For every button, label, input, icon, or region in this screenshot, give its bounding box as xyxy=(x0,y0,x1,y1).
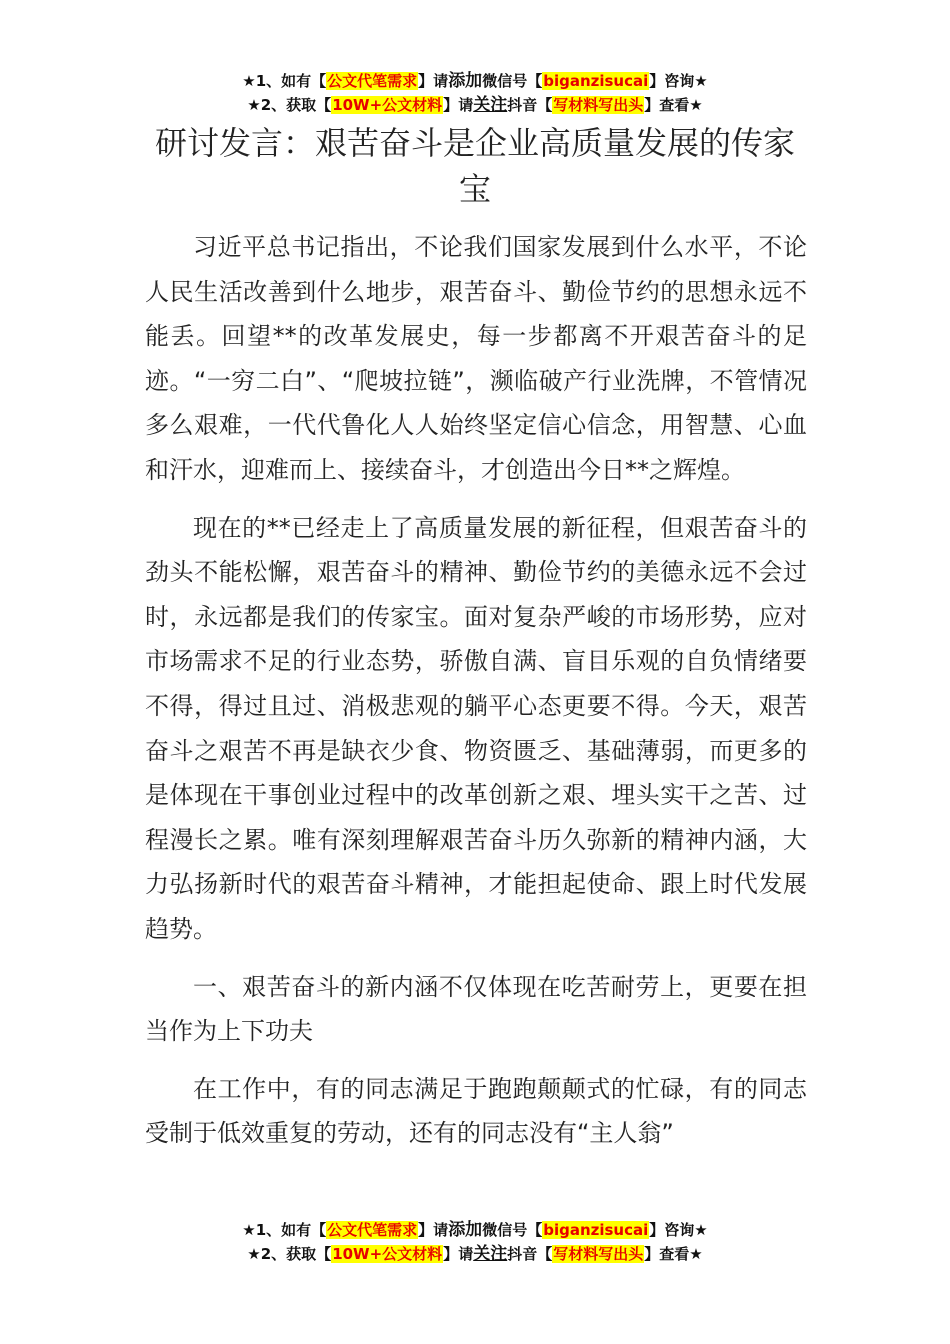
promo-text: ★1、如有【 xyxy=(242,1221,327,1239)
promo-text: 】咨询★ xyxy=(649,72,708,90)
promo-highlight: 10W+公文材料 xyxy=(332,1245,443,1263)
promo-emphasis: 关注 xyxy=(473,95,508,115)
promo-text: 】请 xyxy=(418,1221,449,1239)
promo-text: 】查看★ xyxy=(644,1245,703,1263)
promo-text: 】请 xyxy=(443,1245,474,1263)
promo-text: ★1、如有【 xyxy=(242,72,327,90)
promo-highlight: 写材料写出头 xyxy=(553,96,644,114)
promo-text: ★2、获取【 xyxy=(247,96,332,114)
promo-highlight: biganzisucai xyxy=(543,72,649,90)
promo-highlight: biganzisucai xyxy=(543,1221,649,1239)
promo-text: 抖音【 xyxy=(507,1245,553,1263)
promo-line-2 xyxy=(0,1242,950,1266)
document-body xyxy=(145,225,807,1169)
promo-emphasis: 添加 xyxy=(448,1220,483,1240)
document-title: 研讨发言：艰苦奋斗是企业高质量发展的传家宝 xyxy=(154,124,795,208)
paragraph-1: 习近平总书记指出，不论我们国家发展到什么水平，不论人民生活改善到什么地步，艰苦奋斗、勤俭节约的思想永远不能丢。回望**的改革发展史，每一步都离不开艰苦奋斗的足迹。“一穷二白”、“爬坡拉链”，濒临破产行业洗牌，不管情况多么艰难，一代代鲁化人人始终坚定信心信念，用智慧、心血和汗水，迎难而上、接续奋斗，才创造出今日**之辉煌。 xyxy=(145,233,807,484)
promo-emphasis: 添加 xyxy=(448,71,483,91)
paragraph-2: 现在的**已经走上了高质量发展的新征程，但艰苦奋斗的劲头不能松懈，艰苦奋斗的精神、勤俭节约的美德永远不会过时，永远都是我们的传家宝。面对复杂严峻的市场形势，应对市场需求不足的行业态势，骄傲自满、盲目乐观的自负情绪要不得，得过且过、消极悲观的躺平心态更要不得。今天，艰苦奋斗之艰苦不再是缺衣少食、物资匮乏、基础薄弱，而更多的是体现在干事创业过程中的改革创新之艰、埋头实干之苦、过程漫长之累。唯有深刻理解艰苦奋斗历久弥新的精神内涵，大力弘扬新时代的艰苦奋斗精神，才能担起使命、跟上时代发展趋势。 xyxy=(145,513,807,943)
promo-text: 】咨询★ xyxy=(649,1221,708,1239)
promo-text: 微信号【 xyxy=(482,72,543,90)
promo-banner-bottom xyxy=(0,1218,950,1266)
promo-highlight: 写材料写出头 xyxy=(553,1245,644,1263)
promo-banner-top xyxy=(0,69,950,117)
promo-line-1 xyxy=(0,1218,950,1242)
promo-text: 抖音【 xyxy=(507,96,553,114)
promo-emphasis: 关注 xyxy=(473,1244,508,1264)
promo-text: ★2、获取【 xyxy=(247,1245,332,1263)
promo-line-2 xyxy=(0,93,950,117)
promo-text: 微信号【 xyxy=(482,1221,543,1239)
promo-line-1 xyxy=(0,69,950,93)
section-heading-1: 一、艰苦奋斗的新内涵不仅体现在吃苦耐劳上，更要在担当作为上下功夫 xyxy=(145,972,807,1046)
promo-highlight: 公文代笔需求 xyxy=(327,1221,418,1239)
promo-highlight: 公文代笔需求 xyxy=(327,72,418,90)
promo-highlight: 10W+公文材料 xyxy=(332,96,443,114)
promo-text: 】查看★ xyxy=(644,96,703,114)
paragraph-3: 在工作中，有的同志满足于跑跑颠颠式的忙碌，有的同志受制于低效重复的劳动，还有的同志没有“主人翁” xyxy=(145,1074,807,1148)
promo-text: 】请 xyxy=(418,72,449,90)
promo-text: 】请 xyxy=(443,96,474,114)
